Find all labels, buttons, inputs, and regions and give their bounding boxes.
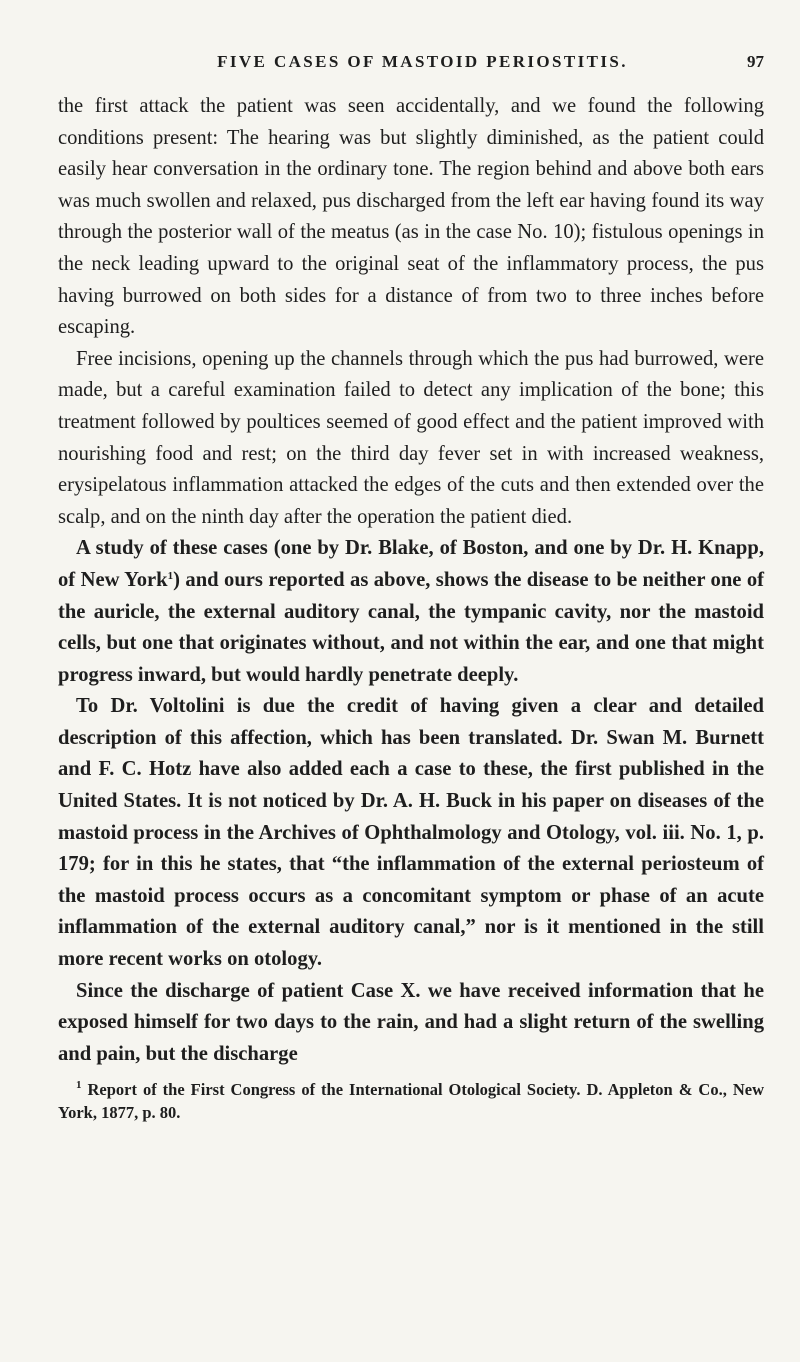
footnote-text: Report of the First Congress of the International Otological Society. D. Appleton & Co., New York, 1877, p. 80. <box>58 1080 764 1123</box>
paragraph-3 <box>58 533 764 691</box>
running-title: FIVE CASES OF MASTOID PERIOSTITIS. <box>217 52 628 71</box>
paragraph-3-before-ref: A study of these cases (one by Dr. Blake, of Boston, and one by Dr. H. Knapp, of New York <box>58 537 764 591</box>
paragraph-4: To Dr. Voltolini is due the credit of having given a clear and detailed description of this affection, which has been translated. Dr. Swan M. Burnett and F. C. Hotz have also added each a case to these, the first published in the United States. It is not noticed by Dr. A. H. Buck in his paper on diseases of the mastoid process in the Archives of Ophthalmology and Otology, vol. iii. No. 1, p. 179; for in this he states, that “the inflammation of the external periosteum of the mastoid process occurs as a concomitant symptom or phase of an acute inflammation of the external auditory canal,” nor is it mentioned in the still more recent works on otology. <box>58 695 764 971</box>
paragraph-3-after-ref: ) and ours reported as above, shows the disease to be neither one of the auricle, the external auditory canal, the tympanic cavity, nor the mastoid cells, but one that originates without, and not within the ear, and one that might progress inward, but would hardly penetrate deeply. <box>58 568 764 686</box>
footnote-ref-mark[interactable]: 1 <box>167 569 174 582</box>
paragraph-5: Since the discharge of patient Case X. we have received information that he exposed himself for two days to the rain, and had a slight return of the swelling and pain, but the discharge <box>58 979 764 1065</box>
paragraph-1: the first attack the patient was seen accidentally, and we found the following conditions present: The hearing was but slightly diminished, as the patient could easily hear conversation in the ordinary tone. The region behind and above both ears was much swollen and relaxed, pus discharged from the left ear having found its way through the posterior wall of the meatus (as in the case No. 10); fistulous openings in the neck leading upward to the original seat of the inflammatory process, the pus having burrowed on both sides for a distance of from two to three inches before escaping. <box>58 95 764 339</box>
paragraph-2: Free incisions, opening up the channels through which the pus had burrowed, were made, but a careful examination failed to detect any implication of the bone; this treatment followed by poultices seemed of good effect and the patient improved with nourishing food and rest; on the third day fever set in with increased weakness, erysipelatous inflammation attacked the edges of the cuts and then extended over the scalp, and on the ninth day after the operation the patient died. <box>58 347 764 528</box>
body-text <box>58 91 764 1070</box>
page-number: 97 <box>747 52 764 71</box>
footnote <box>58 1078 764 1124</box>
footnote-mark: 1 <box>76 1079 82 1092</box>
running-head <box>58 52 764 80</box>
